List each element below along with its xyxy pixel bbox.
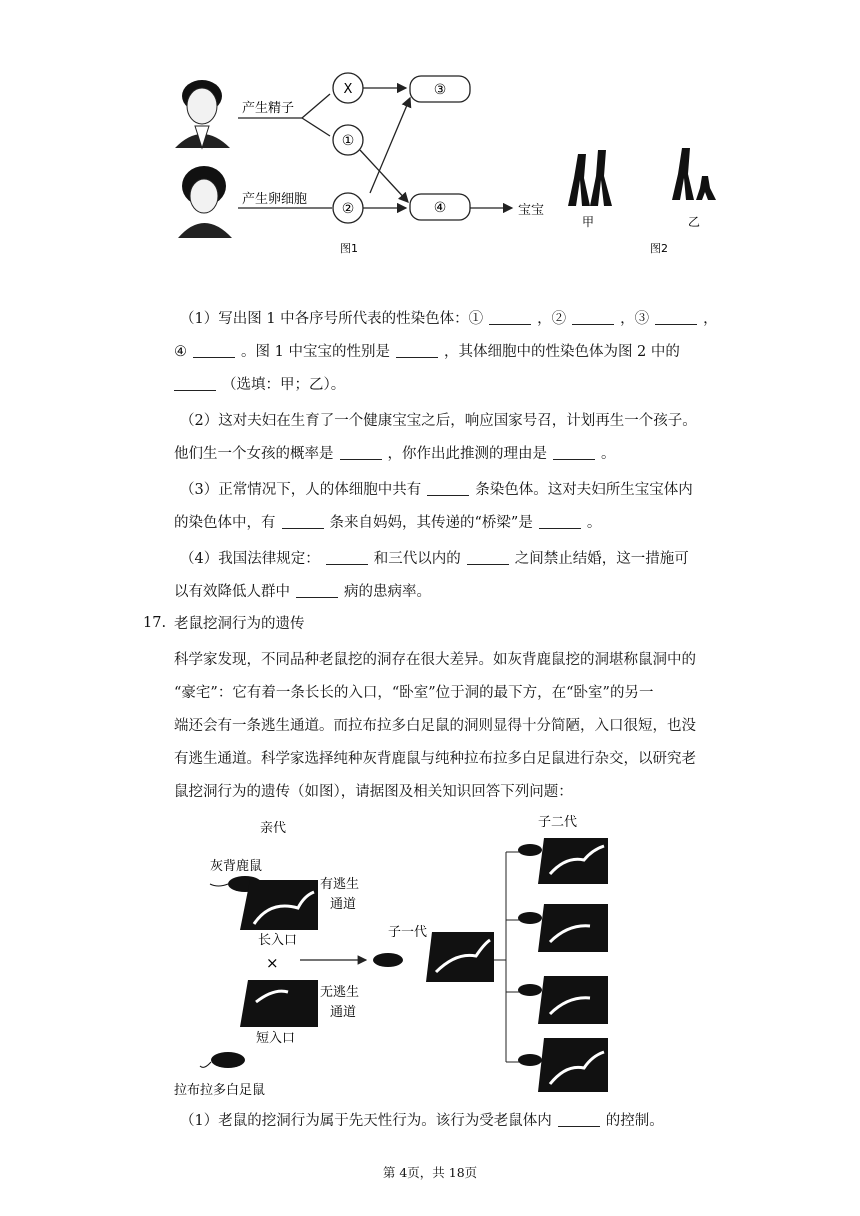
answer-blank[interactable] [539, 514, 581, 529]
text: 的控制。 [605, 1113, 664, 1129]
f2-row [506, 976, 608, 1024]
mother-label: 产生卵细胞 [242, 192, 308, 207]
text: ④ [174, 344, 187, 360]
q17-part1 [180, 1112, 664, 1130]
mouse-b-label: 拉布拉多白足鼠 [174, 1083, 266, 1098]
chromosome-pair-yi [672, 148, 716, 200]
q17-body-line: 有逃生通道。科学家选择纯种灰背鹿鼠与纯种拉布拉多白足鼠进行杂交，以研究老 [174, 751, 696, 767]
text: ，③ [620, 311, 650, 327]
answer-blank[interactable] [282, 514, 324, 529]
mouse-a-label: 灰背鹿鼠 [210, 859, 263, 874]
node-2-label: ② [341, 201, 355, 217]
answer-blank[interactable] [489, 310, 531, 325]
escape-yes-line1: 有逃生 [320, 877, 360, 892]
answer-blank[interactable] [572, 310, 614, 325]
q16-part1-line1 [180, 310, 718, 328]
text: 。图 1 中宝宝的性别是 [241, 344, 390, 360]
node-1-label: ① [341, 133, 355, 149]
question-number: 17. [143, 615, 167, 631]
figure-2-caption: 图2 [650, 242, 668, 255]
baby-label: 宝宝 [518, 203, 545, 218]
text: （3）正常情况下，人的体细胞中共有 [180, 482, 422, 498]
text: （1）老鼠的挖洞行为属于先天性行为。该行为受老鼠体内 [180, 1113, 552, 1129]
f2-row [506, 838, 608, 884]
q16-part2-line1: （2）这对夫妇在生育了一个健康宝宝之后，响应国家号召，计划再生一个孩子。 [180, 413, 697, 429]
chromosome-pair-jia [568, 150, 612, 206]
q16-part1-line3 [174, 376, 345, 394]
text: 他们生一个女孩的概率是 [174, 446, 334, 462]
node-x-label: X [343, 82, 353, 97]
mouse-burrow-diagram [170, 812, 650, 1102]
escape-no-line2: 通道 [330, 1005, 357, 1020]
text: ，你作出此推测的理由是 [387, 446, 547, 462]
q17-body-line: 鼠挖洞行为的遗传（如图），请据图及相关知识回答下列问题： [174, 784, 573, 800]
answer-blank[interactable] [558, 1112, 600, 1127]
label-jia: 甲 [581, 215, 595, 229]
text: 。 [601, 446, 616, 462]
page-footer: 第 4页，共 18页 [382, 1165, 478, 1180]
answer-blank[interactable] [193, 343, 235, 358]
q16-part3-line2 [174, 514, 601, 532]
answer-blank[interactable] [427, 481, 469, 496]
cross-symbol: × [266, 954, 279, 972]
text: 的染色体中，有 [174, 515, 276, 531]
figure-1-caption: 图1 [340, 242, 358, 255]
text: 病的患病率。 [344, 584, 431, 600]
text: （4）我国法律规定： [180, 551, 320, 567]
father-illustration [175, 80, 230, 148]
answer-blank[interactable] [326, 550, 368, 565]
text: 之间禁止结婚，这一措施可 [514, 551, 689, 567]
f1-label: 子一代 [388, 925, 428, 940]
text: 。 [586, 515, 602, 531]
q16-part3-line1 [180, 481, 693, 499]
text: （选填：甲；乙）。 [222, 377, 346, 393]
label-yi: 乙 [687, 215, 701, 229]
f2-row [506, 904, 608, 952]
text: 以有效降低人群中 [174, 584, 290, 600]
answer-blank[interactable] [467, 550, 509, 565]
node-4-label: ④ [433, 200, 447, 216]
long-entry-label: 长入口 [258, 933, 298, 948]
escape-yes-line2: 通道 [330, 897, 357, 912]
f2-row [506, 1038, 608, 1092]
node-3-label: ③ [433, 82, 447, 98]
text: ，其体细胞中的性染色体为图 2 中的 [443, 344, 680, 360]
answer-blank[interactable] [553, 445, 595, 460]
q17-body-line: “豪宅”：它有着一条长长的入口，“卧室”位于洞的最下方，在“卧室”的另一 [174, 685, 654, 701]
burrow-b [240, 980, 318, 1027]
q16-part1-line2 [174, 343, 680, 361]
answer-blank[interactable] [655, 310, 697, 325]
mother-illustration [178, 166, 232, 238]
answer-blank[interactable] [340, 445, 382, 460]
f2-label: 子二代 [538, 815, 578, 830]
answer-blank[interactable] [296, 583, 338, 598]
figure-1-2 [170, 68, 750, 268]
parent-gen-label: 亲代 [260, 821, 287, 836]
q16-part4-line2 [174, 583, 431, 601]
text: （1）写出图 1 中各序号所代表的性染色体：① [180, 311, 484, 327]
q16-part4-line1 [180, 550, 689, 568]
text: ，② [537, 311, 567, 327]
short-entry-label: 短入口 [256, 1031, 296, 1046]
mouse-b-icon [211, 1052, 245, 1068]
q17-body-line: 端还会有一条逃生通道。而拉布拉多白足鼠的洞则显得十分简陋，入口很短，也没 [174, 718, 696, 734]
answer-blank[interactable] [174, 376, 216, 391]
f1-mouse-icon [373, 953, 403, 967]
q17-body-line: 科学家发现，不同品种老鼠挖的洞存在很大差异。如灰背鹿鼠挖的洞堪称鼠洞中的 [174, 652, 696, 668]
escape-no-line1: 无逃生 [320, 985, 360, 1000]
father-label: 产生精子 [242, 101, 295, 116]
text: ， [703, 311, 718, 327]
q17-title: 老鼠挖洞行为的遗传 [174, 616, 305, 632]
q16-part2-line2 [174, 445, 616, 463]
text: 和三代以内的 [373, 551, 461, 567]
text: 条染色体。这对夫妇所生宝宝体内 [475, 482, 693, 498]
text: 条来自妈妈，其传递的“桥梁”是 [329, 515, 533, 531]
answer-blank[interactable] [396, 343, 438, 358]
